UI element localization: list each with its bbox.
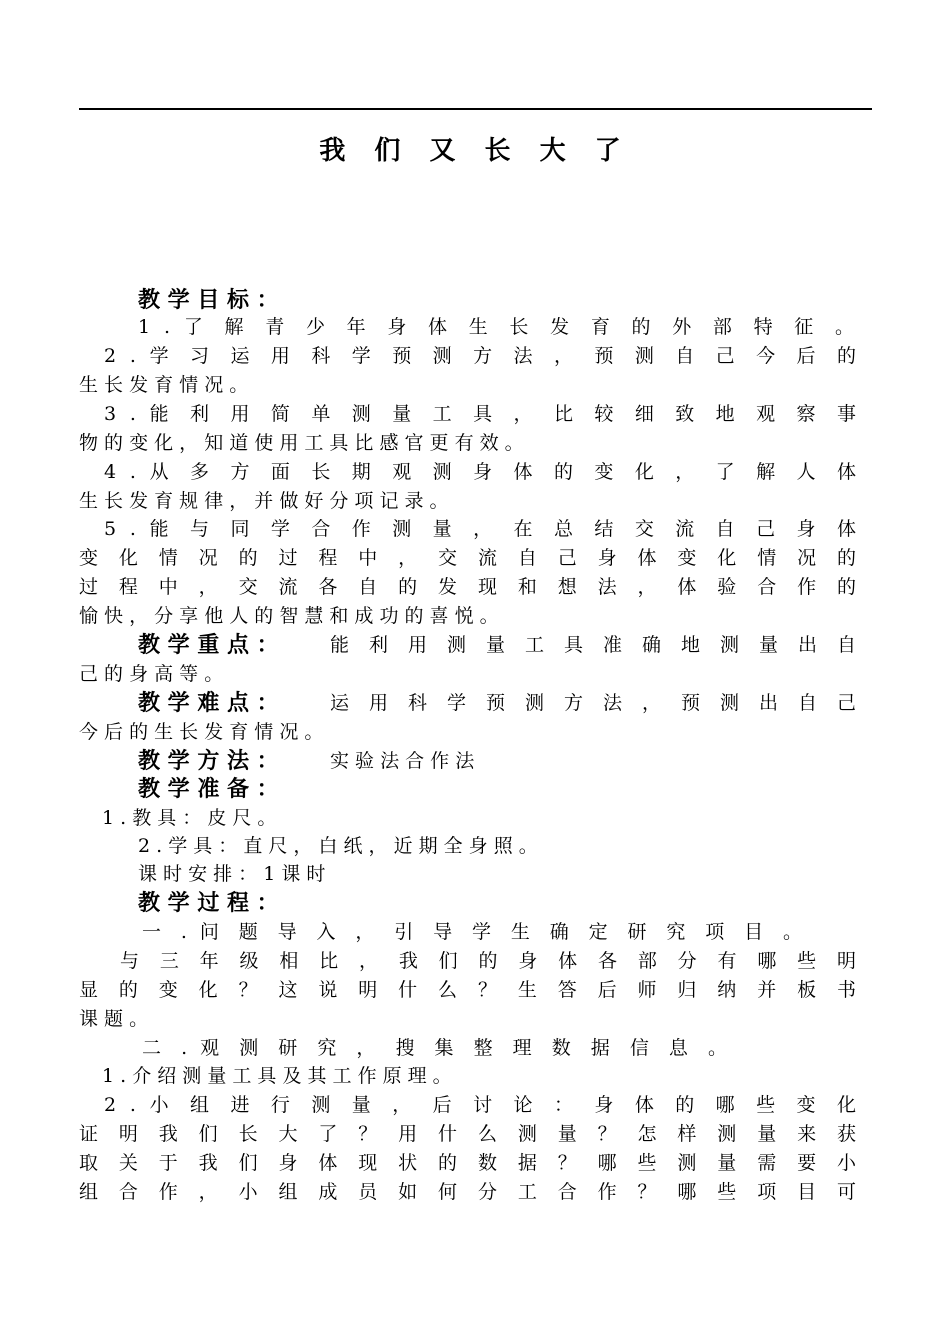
process-step-1-cont: 显 的 变 化 ？ 这 说 明 什 么 ？ 生 答 后 师 归 纳 并 板 书 <box>79 979 856 1001</box>
objective-4-cont: 生 长 发 育 规 律 ， 并 做 好 分 项 记 录 。 <box>79 490 449 512</box>
method-text: 实 验 法 合 作 法 <box>330 750 475 772</box>
objective-5-cont-1: 变 化 情 况 的 过 程 中 ， 交 流 自 己 身 体 变 化 情 况 的 <box>79 547 856 569</box>
process-step-1-end: 课 题 。 <box>79 1008 149 1030</box>
difficulties-cont: 今 后 的 生 长 发 育 情 况 。 <box>79 721 324 743</box>
process-step-2-item-2-cont-3: 组 合 作 ， 小 组 成 员 如 何 分 工 合 作 ？ 哪 些 项 目 可 <box>79 1181 856 1203</box>
heading-key-points: 教 学 重 点 ： <box>138 632 279 658</box>
header-rule <box>79 108 872 110</box>
objective-5: 5 . 能 与 同 学 合 作 测 量 ， 在 总 结 交 流 自 己 身 体 <box>104 518 856 540</box>
process-step-2-item-1: 1 . 介 绍 测 量 工 具 及 其 工 作 原 理 。 <box>102 1065 452 1087</box>
heading-preparation: 教 学 准 备 ： <box>138 776 279 802</box>
heading-process: 教 学 过 程 ： <box>138 890 279 916</box>
process-step-2: 二 . 观 测 研 究 ， 搜 集 整 理 数 据 信 息 。 <box>142 1037 727 1059</box>
preparation-1: 1 . 教 具 ： 皮 尺 。 <box>102 807 277 829</box>
key-points-text: 能 利 用 测 量 工 具 准 确 地 测 量 出 自 <box>330 634 856 656</box>
heading-method: 教 学 方 法 ： <box>138 748 279 774</box>
heading-objectives: 教 学 目 标 ： <box>138 287 279 313</box>
process-step-2-item-2: 2 . 小 组 进 行 测 量 ， 后 讨 论 ： 身 体 的 哪 些 变 化 <box>104 1094 856 1116</box>
objective-1: 1 . 了 解 青 少 年 身 体 生 长 发 育 的 外 部 特 征 。 <box>138 316 854 338</box>
process-step-1-text: 与 三 年 级 相 比 ， 我 们 的 身 体 各 部 分 有 哪 些 明 <box>120 950 856 972</box>
objective-2-cont: 生 长 发 育 情 况 。 <box>79 374 249 396</box>
document-title: 我 们 又 长 大 了 <box>319 136 631 166</box>
class-hours: 课 时 安 排 ： 1 课 时 <box>138 863 326 885</box>
heading-difficulties: 教 学 难 点 ： <box>138 690 279 716</box>
objective-4: 4 . 从 多 方 面 长 期 观 测 身 体 的 变 化 ， 了 解 人 体 <box>104 461 856 483</box>
objective-3-cont: 物 的 变 化 ， 知 道 使 用 工 具 比 感 官 更 有 效 。 <box>79 432 524 454</box>
objective-5-cont-3: 愉 快 ， 分 享 他 人 的 智 慧 和 成 功 的 喜 悦 。 <box>79 605 499 627</box>
process-step-2-item-2-cont-2: 取 关 于 我 们 身 体 现 状 的 数 据 ？ 哪 些 测 量 需 要 小 <box>79 1152 856 1174</box>
process-step-1: 一 . 问 题 导 入 ， 引 导 学 生 确 定 研 究 项 目 。 <box>142 921 802 943</box>
difficulties-text: 运 用 科 学 预 测 方 法 ， 预 测 出 自 己 <box>330 692 856 714</box>
key-points-cont: 己 的 身 高 等 。 <box>79 663 224 685</box>
objective-2: 2 . 学 习 运 用 科 学 预 测 方 法 ， 预 测 自 己 今 后 的 <box>104 345 856 367</box>
preparation-2: 2 . 学 具 ： 直 尺 ， 白 纸 ， 近 期 全 身 照 。 <box>138 835 538 857</box>
objective-3: 3 . 能 利 用 简 单 测 量 工 具 ， 比 较 细 致 地 观 察 事 <box>104 403 856 425</box>
objective-5-cont-2: 过 程 中 ， 交 流 各 自 的 发 现 和 想 法 ， 体 验 合 作 的 <box>79 576 856 598</box>
process-step-2-item-2-cont-1: 证 明 我 们 长 大 了 ？ 用 什 么 测 量 ？ 怎 样 测 量 来 获 <box>79 1123 856 1145</box>
